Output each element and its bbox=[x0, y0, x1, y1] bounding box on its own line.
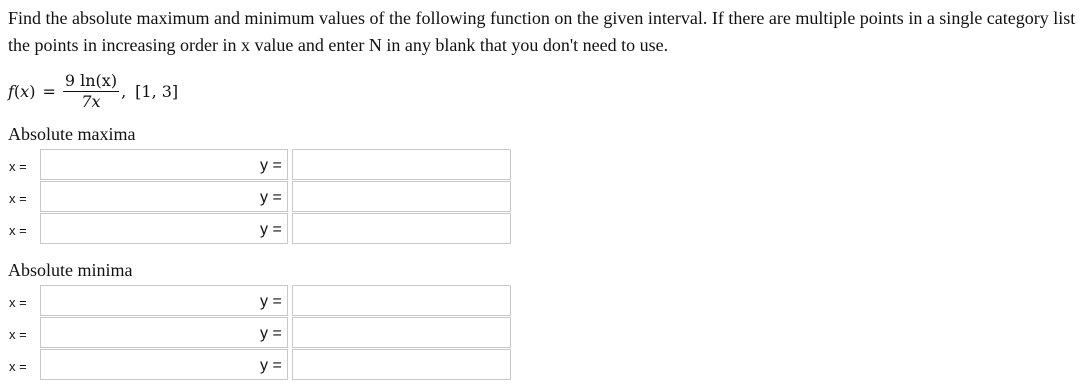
y-label: y = bbox=[260, 357, 282, 374]
minima-row-3 bbox=[0, 349, 520, 382]
y-label: y = bbox=[260, 157, 282, 174]
function-interval: [1, 3] bbox=[135, 81, 179, 101]
minima-x-input-2[interactable] bbox=[40, 317, 288, 348]
formula-separator: , bbox=[121, 81, 127, 101]
minima-y-input-1[interactable] bbox=[292, 285, 511, 316]
function-fraction bbox=[63, 72, 119, 111]
x-label: x = bbox=[9, 359, 27, 374]
y-label: y = bbox=[260, 189, 282, 206]
minima-section-title: Absolute minima bbox=[8, 260, 133, 280]
maxima-section-title: Absolute maxima bbox=[8, 124, 136, 144]
x-label: x = bbox=[9, 191, 27, 206]
maxima-x-input-3[interactable] bbox=[40, 213, 288, 244]
maxima-x-input-1[interactable] bbox=[40, 149, 288, 180]
minima-x-input-1[interactable] bbox=[40, 285, 288, 316]
minima-y-input-2[interactable] bbox=[292, 317, 511, 348]
y-label: y = bbox=[260, 221, 282, 238]
minima-y-input-3[interactable] bbox=[292, 349, 511, 380]
x-label: x = bbox=[9, 223, 27, 238]
x-label: x = bbox=[9, 159, 27, 174]
maxima-row-2 bbox=[0, 181, 520, 214]
question-instructions: Find the absolute maximum and minimum values of the following function on the given interval. If there are multiple points in a single category list the points in increasing order in x value and enter N in any blank that you don't need to use. bbox=[8, 8, 1076, 55]
function-variable: x bbox=[20, 81, 30, 101]
fraction-numerator: 9 ln(x) bbox=[64, 70, 118, 90]
function-formula bbox=[8, 66, 178, 116]
function-lhs: f(x) bbox=[8, 81, 36, 101]
maxima-y-input-1[interactable] bbox=[292, 149, 511, 180]
function-name: f bbox=[8, 81, 14, 101]
maxima-row-3 bbox=[0, 213, 520, 246]
minima-row-1 bbox=[0, 285, 520, 318]
maxima-y-input-2[interactable] bbox=[292, 181, 511, 212]
x-label: x = bbox=[9, 327, 27, 342]
y-label: y = bbox=[260, 293, 282, 310]
maxima-x-input-2[interactable] bbox=[40, 181, 288, 212]
y-label: y = bbox=[260, 325, 282, 342]
minima-row-2 bbox=[0, 317, 520, 350]
minima-x-input-3[interactable] bbox=[40, 349, 288, 380]
fraction-denominator: 7x bbox=[81, 91, 101, 111]
maxima-row-1 bbox=[0, 149, 520, 182]
x-label: x = bbox=[9, 295, 27, 310]
equals-sign: = bbox=[42, 81, 56, 101]
maxima-y-input-3[interactable] bbox=[292, 213, 511, 244]
